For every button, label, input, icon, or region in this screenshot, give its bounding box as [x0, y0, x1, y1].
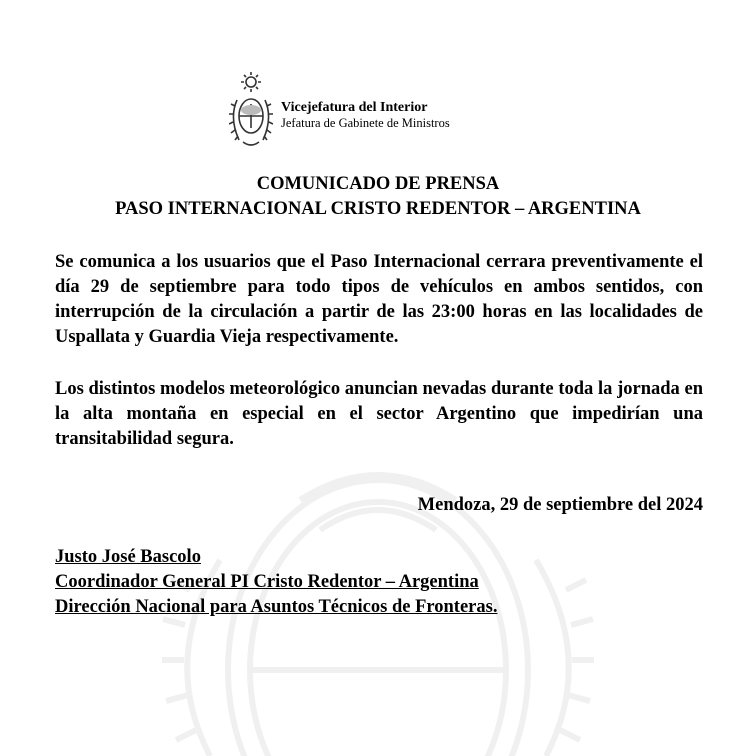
signatory-name: Justo José Bascolo — [55, 547, 201, 567]
signatory-department: Dirección Nacional para Asuntos Técnicos de Fronteras. — [55, 597, 498, 617]
dateline: Mendoza, 29 de septiembre del 2024 — [417, 495, 703, 515]
argentine-coat-of-arms-icon — [229, 70, 273, 152]
title-line-1: COMUNICADO DE PRENSA — [256, 174, 500, 194]
letterhead — [229, 70, 450, 152]
organization-name: Vicejefatura del Interior — [281, 100, 428, 115]
signature-block — [55, 545, 497, 620]
organization-subtitle: Jefatura de Gabinete de Ministros — [281, 116, 450, 130]
letterhead-text — [281, 99, 450, 131]
body-paragraph-1: Se comunica a los usuarios que el Paso Internacional cerrara preventivamente el día 29 de septiembre para todo tipos de vehículos en ambos sentidos, con interrupción de la circulación a partir de las 23:00 horas en las localidades de Uspallata y Guardia Vieja respectivamente. — [55, 252, 703, 347]
body-paragraph-2: Los distintos modelos meteorológico anuncian nevadas durante toda la jornada en la alta montaña en especial en el sector Argentino que impedirían una transitabilidad segura. — [55, 379, 703, 449]
document-title — [0, 172, 756, 222]
title-line-2: PASO INTERNACIONAL CRISTO REDENTOR – ARGENTINA — [115, 199, 641, 219]
signatory-position: Coordinador General PI Cristo Redentor – Argentina — [55, 572, 479, 592]
